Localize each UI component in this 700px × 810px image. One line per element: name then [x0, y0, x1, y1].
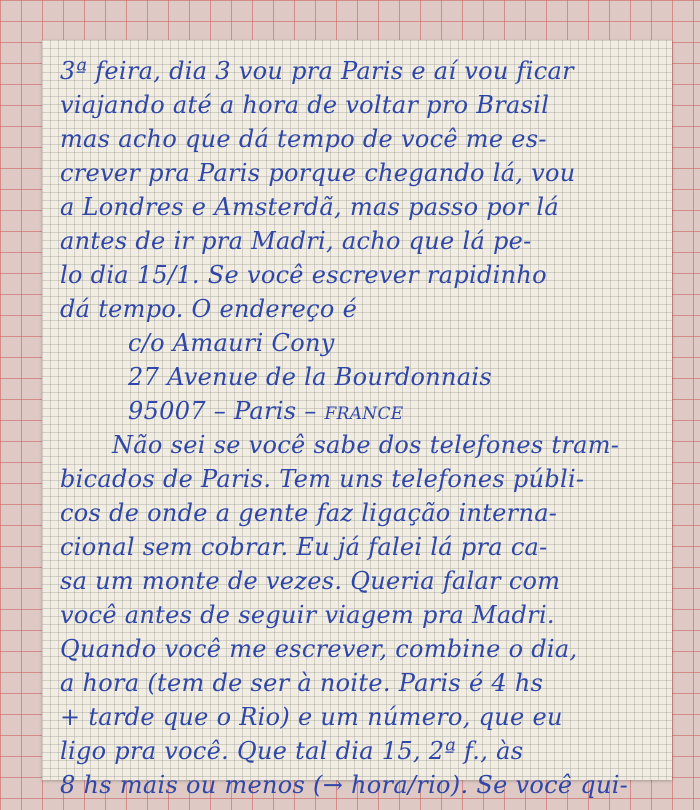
address-line: [60, 394, 665, 428]
letter-line: crever pra Paris porque chegando lá, vou: [60, 159, 576, 187]
letter-line: antes de ir pra Madri, acho que lá pe-: [60, 227, 532, 255]
address-city: 95007 – Paris –: [128, 397, 317, 425]
letter-line: Quando você me escrever, combine o dia,: [60, 635, 578, 663]
handwritten-letter: [42, 40, 672, 799]
letter-line: mas acho que dá tempo de você me es-: [60, 125, 547, 153]
letter-line: a hora (tem de ser à noite. Paris é 4 hs: [60, 669, 544, 697]
address-line: 27 Avenue de la Bourdonnais: [128, 363, 492, 391]
letter-line: cional sem cobrar. Eu já falei lá pra ca-: [60, 533, 548, 561]
address-country: FRANCE: [324, 404, 404, 424]
letter-line: 3ª feira, dia 3 vou pra Paris e aí vou ficar: [60, 57, 574, 85]
letter-line: Não sei se você sabe dos telefones tram-: [112, 431, 620, 459]
letter-line: cos de onde a gente faz ligação interna-: [60, 499, 558, 527]
letter-line: dá tempo. O endereço é: [60, 295, 358, 323]
letter-line: bicados de Paris. Tem uns telefones públi-: [60, 465, 585, 493]
letter-line: 8 hs mais ou menos (→ hora/rio). Se você qui-: [60, 771, 629, 799]
letter-line: sa um monte de vezes. Queria falar com: [60, 567, 561, 595]
letter-line: viajando até a hora de voltar pro Brasil: [60, 91, 550, 119]
letter-line: + tarde que o Rio) e um número, que eu: [60, 703, 563, 731]
letter-line: a Londres e Amsterdã, mas passo por lá: [60, 193, 559, 221]
letter-line: ligo pra você. Que tal dia 15, 2ª f., às: [60, 737, 524, 765]
letter-line: você antes de seguir viagem pra Madri.: [60, 601, 555, 629]
address-line: c/o Amauri Cony: [128, 329, 335, 357]
letter-line: lo dia 15/1. Se você escrever rapidinho: [60, 261, 547, 289]
letter-body: [60, 54, 665, 802]
